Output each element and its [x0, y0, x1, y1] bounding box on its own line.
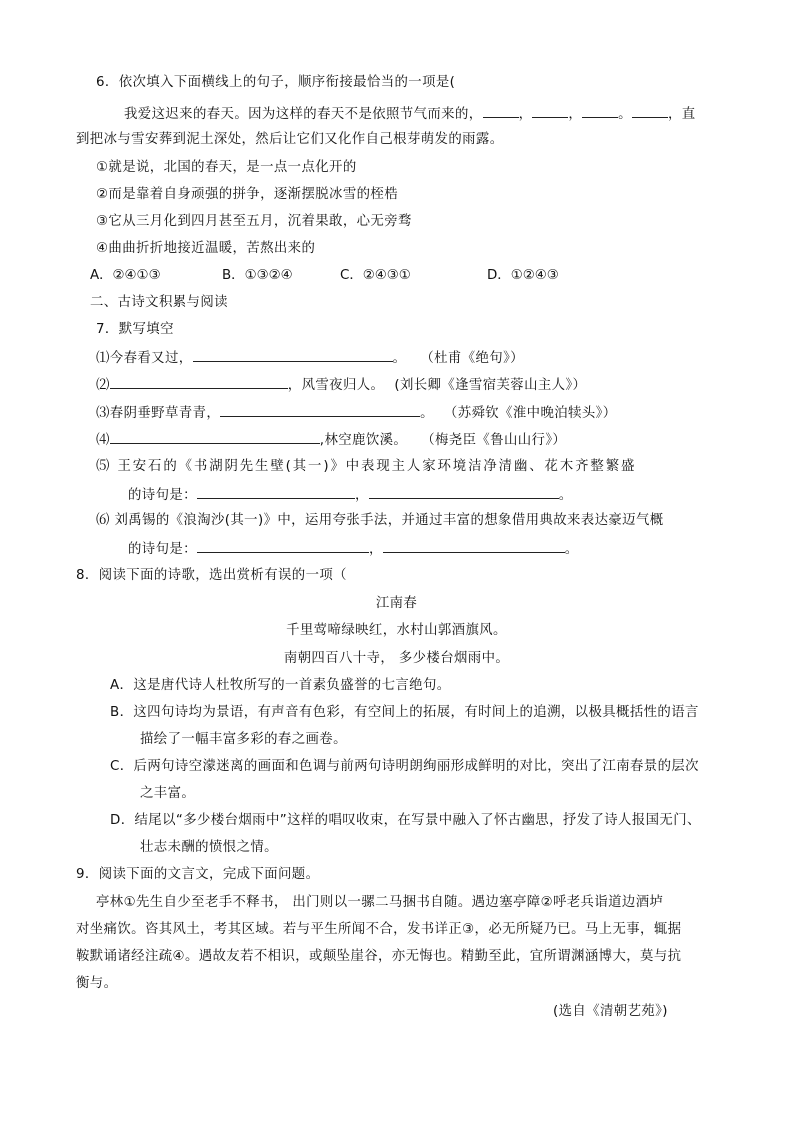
q7-line-6a: ⑹ 刘禹锡的《浪淘沙(其一)》中，运用夸张手法，并通过丰富的想象借用典故来表达豪迈气概 [96, 513, 664, 528]
q9-source: (选自《清朝艺苑》) [553, 1004, 668, 1019]
q6-stem: 6．依次填入下面横线上的句子，顺序衔接最恰当的一项是( [96, 75, 456, 90]
q8-option-c-line1[interactable]: C．后两句诗空濛迷离的画面和色调与前两句诗明朗绚丽形成鲜明的对比，突出了江南春景的层次 [110, 759, 699, 774]
q7-l1-prefix: ⑴今春看又过， [96, 351, 193, 366]
q6-blank-3[interactable] [582, 104, 618, 118]
q6-blank-4[interactable] [632, 104, 668, 118]
q7-l5-lead: 的诗句是： [128, 488, 197, 503]
q6-option-b[interactable]: B．①③②④ [222, 268, 293, 283]
q7-l6-lead: 的诗句是： [128, 542, 197, 557]
q6-option-d[interactable]: D．①②④③ [487, 268, 559, 283]
q6-passage-tail: ，直 [667, 107, 696, 122]
q6-item-4: ④曲曲折折地接近温暖，苦熬出来的 [96, 241, 316, 256]
q8-option-a[interactable]: A．这是唐代诗人杜牧所写的一首素负盛誉的七言绝句。 [110, 678, 451, 693]
q7-blank-1[interactable] [193, 348, 393, 362]
q8-option-b-line1[interactable]: B．这四句诗均为景语，有声音有色彩，有空间上的拓展，有时间上的追溯，以极具概括性的语言 [110, 705, 699, 720]
q7-l2-source: (刘长卿《逢雪宿芙蓉山主人》） [394, 378, 587, 393]
q7-l2-prefix: ⑵ [96, 378, 110, 393]
q7-l3-prefix: ⑶春阴垂野草青青， [96, 406, 221, 421]
q7-blank-5a[interactable] [197, 485, 355, 499]
q9-passage-line3: 鞍默诵诸经注疏④。遇故友若不相识，或颠坠崖谷，亦无悔也。精勤至此，宜所谓渊涵博大，莫与抗 [76, 949, 682, 964]
poem-line-2: 南朝四百八十寺， 多少楼台烟雨中。 [283, 651, 510, 666]
q7-blank-3[interactable] [220, 403, 420, 417]
q8-option-b-line2[interactable]: 描绘了一幅丰富多彩的春之画卷。 [140, 732, 347, 747]
q6-blank-2[interactable] [532, 104, 568, 118]
q7-line-3 [96, 403, 617, 423]
q7-l2-suffix: ，风雪夜归人。 [287, 378, 385, 393]
q6-blank-1[interactable] [483, 104, 519, 118]
poem-line-1: 千里莺啼绿映红，水村山郭酒旗风。 [286, 623, 507, 638]
q6-period: 。 [618, 107, 632, 122]
q7-blank-2[interactable] [110, 375, 288, 389]
q7-line-5a: ⑸ 王安石的《书湖阴先生壁(其一)》中表现主人家环境洁净清幽、花木齐整繁盛 [96, 459, 637, 474]
q6-passage-text: 我爱这迟来的春天。因为这样的春天不是依照节气而来的， [124, 107, 483, 122]
q7-l3-suffix: 。 [420, 406, 434, 421]
q7-l1-source: （杜甫《绝句》） [420, 351, 524, 366]
q9-stem: 9．阅读下面的文言文，完成下面问题。 [76, 867, 320, 882]
q8-option-d-line2[interactable]: 壮志未酬的愤恨之情。 [140, 840, 278, 855]
q7-blank-5b[interactable] [369, 485, 559, 499]
q7-title: 7．默写填空 [96, 322, 174, 337]
q6-comma: ， [518, 107, 533, 122]
q6-option-c[interactable]: C．②④③① [340, 268, 411, 283]
q6-option-a[interactable]: A．②④①③ [90, 268, 161, 283]
q7-l3-source: （苏舜钦《淮中晚泊犊头》） [443, 406, 617, 421]
section-heading: 二、古诗文积累与阅读 [90, 295, 228, 310]
q7-line-6b [128, 539, 579, 559]
q7-l6-end: 。 [564, 542, 579, 557]
q7-l4-source: （梅尧臣《鲁山山行》） [421, 433, 567, 448]
q9-passage-line1: 亭林①先生自少至老手不释书， 出门则以一骡二马捆书自随。遇边塞亭障②呼老兵诣道边酒垆 [96, 895, 664, 910]
q6-passage-line1 [124, 104, 696, 124]
q6-item-3: ③它从三月化到四月甚至五月，沉着果敢，心无旁骛 [96, 214, 412, 229]
q7-line-2 [96, 375, 586, 395]
q7-blank-4[interactable] [110, 430, 320, 444]
q9-passage-line4: 衡与。 [76, 976, 118, 991]
q7-l4-prefix: ⑷ [96, 433, 110, 448]
q6-item-2: ②而是靠着自身顽强的拼争，逐渐摆脱冰雪的桎梏 [96, 187, 399, 202]
q8-option-c-line2[interactable]: 之丰富。 [140, 786, 196, 801]
q8-stem: 8．阅读下面的诗歌，选出赏析有误的一项（ [76, 568, 347, 583]
q7-blank-6b[interactable] [383, 539, 565, 553]
q8-option-d-line1[interactable]: D．结尾以“多少楼台烟雨中”这样的唱叹收束，在写景中融入了怀古幽思，抒发了诗人报国无门、 [110, 813, 701, 828]
q9-passage-line2: 对坐痛饮。咨其风土，考其区域。若与平生所闻不合，发书详正③，必无所疑乃已。马上无事，辄据 [76, 922, 682, 937]
q7-line-4 [96, 430, 566, 450]
q6-comma: ， [568, 107, 583, 122]
q7-line-5b [128, 485, 573, 505]
q7-line-1 [96, 348, 524, 368]
poem-title: 江南春 [375, 596, 418, 611]
q7-l6-comma: ， [368, 542, 383, 557]
q7-l5-comma: ， [354, 488, 369, 503]
q6-item-1: ①就是说，北国的春天，是一点一点化开的 [96, 160, 357, 175]
q6-passage-line2: 到把冰与雪安葬到泥土深处，然后让它们又化作自己根芽萌发的雨露。 [76, 132, 504, 147]
q7-l1-suffix: 。 [392, 351, 407, 366]
q7-blank-6a[interactable] [197, 539, 369, 553]
q7-l5-end: 。 [558, 488, 573, 503]
q7-l4-suffix: ,林空鹿饮溪。 [319, 433, 408, 448]
